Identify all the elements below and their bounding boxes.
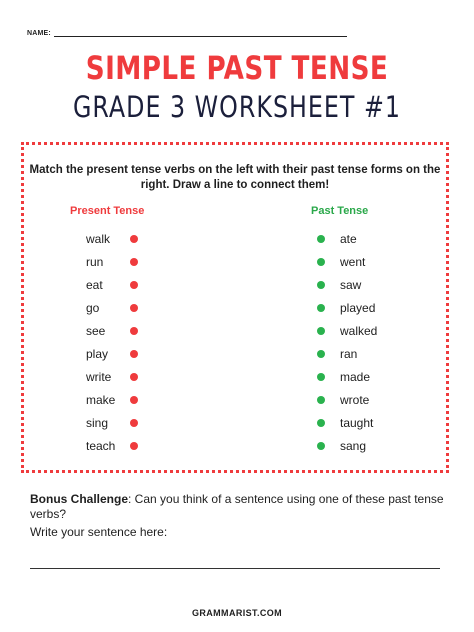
present-verb: sing (86, 415, 109, 430)
past-verb: made (340, 369, 371, 384)
past-verb-item (317, 388, 377, 411)
present-verb: see (86, 323, 106, 338)
present-verb: run (86, 254, 104, 269)
worksheet-title: SIMPLE PAST TENSE (85, 49, 389, 87)
match-dot[interactable] (317, 304, 325, 312)
present-verb-item (86, 273, 138, 296)
past-verb-item (317, 273, 377, 296)
footer-brand: GRAMMARIST.COM (191, 608, 283, 618)
match-dot[interactable] (317, 442, 325, 450)
past-verb: taught (340, 415, 374, 430)
past-verb-item (317, 365, 377, 388)
past-verb-item (317, 296, 377, 319)
past-verb: saw (340, 277, 362, 292)
present-verb: write (86, 369, 112, 384)
match-dot[interactable] (317, 281, 325, 289)
past-verb: ran (340, 346, 358, 361)
match-dot[interactable] (317, 350, 325, 358)
past-verb: wrote (340, 392, 370, 407)
present-verb-list (86, 227, 138, 457)
name-line[interactable] (54, 30, 347, 37)
bonus-text: : Can you think of a sentence using one of these past tense verbs? (30, 492, 444, 521)
present-tense-header: Present Tense (70, 205, 145, 217)
past-verb-item (317, 227, 377, 250)
match-dot[interactable] (130, 442, 138, 450)
match-dot[interactable] (130, 304, 138, 312)
present-verb: eat (86, 277, 103, 292)
match-dot[interactable] (317, 327, 325, 335)
past-verb-item (317, 319, 377, 342)
past-verb-item (317, 411, 377, 434)
present-verb-item (86, 319, 138, 342)
match-dot[interactable] (317, 235, 325, 243)
match-dot[interactable] (317, 396, 325, 404)
present-verb-item (86, 342, 138, 365)
past-verb: walked (340, 323, 378, 338)
present-verb-item (86, 388, 138, 411)
past-tense-header: Past Tense (311, 205, 369, 217)
past-verb-item (317, 342, 377, 365)
name-label: NAME: (27, 30, 51, 37)
match-dot[interactable] (130, 419, 138, 427)
present-verb: play (86, 346, 109, 361)
matching-box (21, 142, 449, 473)
past-verb: went (340, 254, 366, 269)
worksheet-subtitle: GRADE 3 WORKSHEET #1 (72, 90, 402, 124)
present-verb: make (86, 392, 116, 407)
present-verb-item (86, 411, 138, 434)
name-field[interactable] (27, 30, 347, 37)
past-verb-item (317, 250, 377, 273)
present-verb-item (86, 250, 138, 273)
present-verb-item (86, 296, 138, 319)
bonus-challenge (30, 492, 450, 522)
present-verb-item (86, 227, 138, 250)
write-prompt: Write your sentence here: (30, 525, 168, 539)
match-dot[interactable] (317, 373, 325, 381)
present-verb-item (86, 365, 138, 388)
match-dot[interactable] (130, 327, 138, 335)
bonus-label: Bonus Challenge (30, 492, 129, 506)
match-dot[interactable] (130, 258, 138, 266)
match-dot[interactable] (130, 373, 138, 381)
answer-line[interactable] (30, 568, 440, 569)
present-verb: go (86, 300, 100, 315)
match-dot[interactable] (130, 396, 138, 404)
past-verb: played (340, 300, 376, 315)
instructions: Match the present tense verbs on the left with their past tense forms on the right. Draw a line to connect them! (29, 164, 441, 191)
past-verb-item (317, 434, 377, 457)
present-verb-item (86, 434, 138, 457)
match-dot[interactable] (130, 281, 138, 289)
match-dot[interactable] (317, 419, 325, 427)
past-verb: ate (340, 231, 357, 246)
past-verb-list (317, 227, 377, 457)
match-dot[interactable] (130, 235, 138, 243)
match-dot[interactable] (130, 350, 138, 358)
match-dot[interactable] (317, 258, 325, 266)
past-verb: sang (340, 438, 367, 453)
present-verb: teach (86, 438, 116, 453)
present-verb: walk (86, 231, 111, 246)
